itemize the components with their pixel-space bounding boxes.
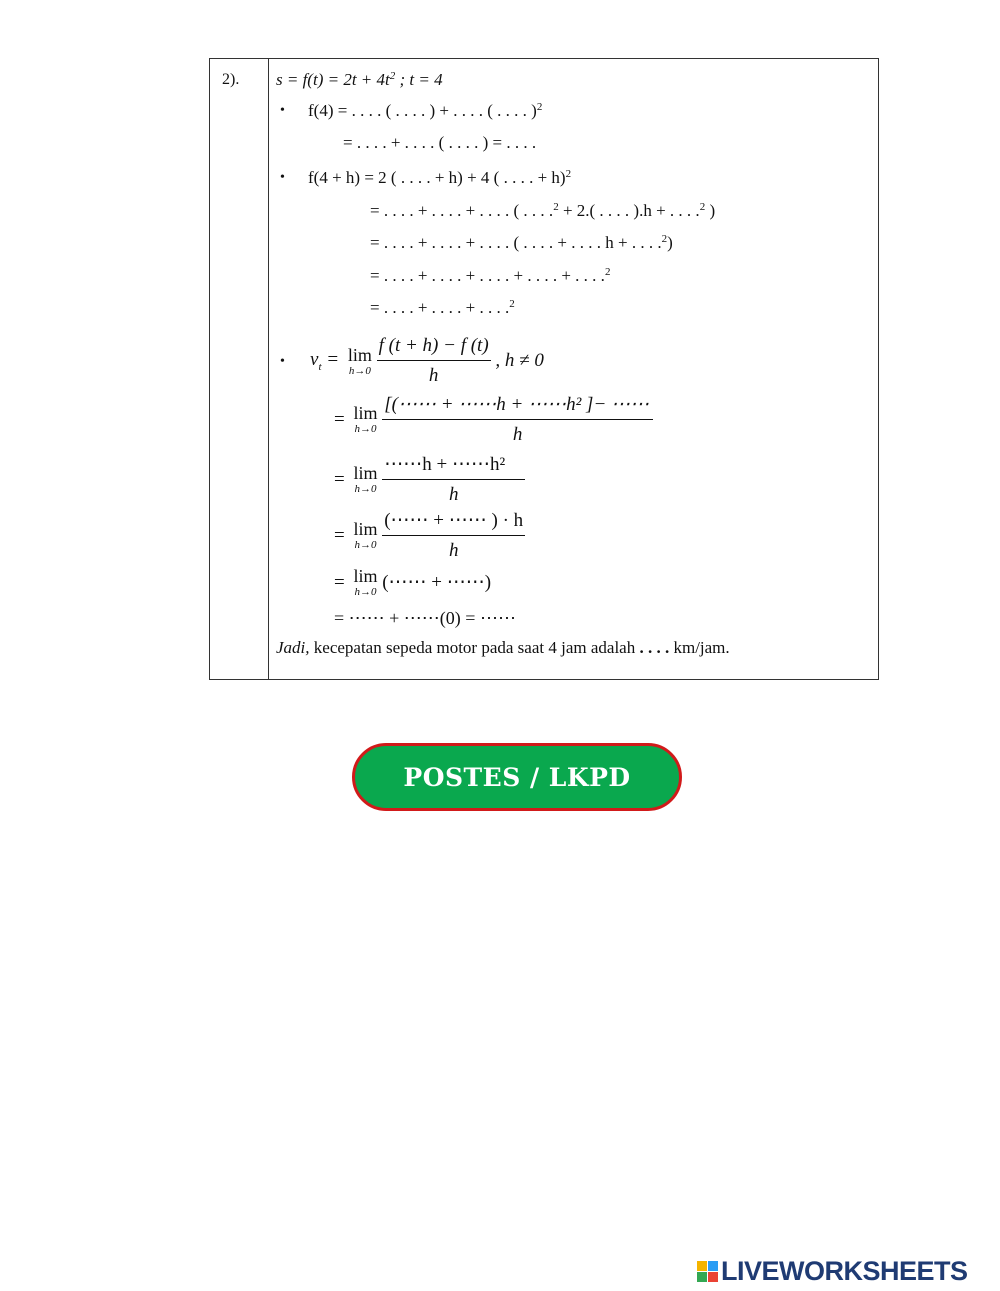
conclusion: Jadi, kecepatan sepeda motor pada saat 4 jam adalah . . . . km/jam. [276, 638, 730, 657]
postes-lkpd-button[interactable]: POSTES / LKPD [352, 743, 682, 811]
worksheet-table [209, 58, 879, 680]
f4h-line-5: = . . . . + . . . . + . . . .$^2$ [370, 298, 515, 317]
liveworksheets-logo: LIVEWORKSHEETS [697, 1256, 968, 1286]
bullet: • [280, 170, 285, 185]
problem-number: 2). [222, 71, 240, 88]
liveworksheets-logo-icon [697, 1261, 718, 1282]
limit-step-1: = lim h→0 $\frac{\text{[(⋯⋯ + ⋯⋯h + ⋯⋯h² ]− ⋯⋯}}{h}$ [334, 393, 653, 446]
f4h-line-3: = . . . . + . . . . + . . . . ( . . . . + . . . . h + . . . .$^2$) [370, 233, 673, 252]
f4-line-2: = . . . . + . . . . ( . . . . ) = . . . . [343, 133, 537, 152]
f4h-line-1: f(4 + h) = 2 ( . . . . + h) + 4 ( . . . . + h)$^2$ [308, 168, 572, 187]
given-function: $s = f(t) = 2t + 4t^2$ ; t = 4 [276, 70, 443, 89]
limit-step-5: = ⋯⋯ + ⋯⋯(0) = ⋯⋯ [334, 608, 516, 628]
velocity-definition: $v_t$ = lim h→0 $\frac{f (t + h) - f (t)}{h}$ , h ≠ 0 [310, 335, 544, 386]
solution-column [268, 59, 878, 679]
limit-step-4: = lim h→0 (⋯⋯ + ⋯⋯) [334, 566, 492, 598]
bullet: • [280, 354, 285, 369]
f4h-line-2: = . . . . + . . . . + . . . . ( . . . .$^2$ + 2.( . . . . ).h + . . . .$^2$ ) [370, 201, 716, 220]
bullet: • [280, 103, 285, 118]
limit-step-2: = lim h→0 $\frac{\text{⋯⋯h + ⋯⋯h²}}{h}$ [334, 453, 525, 506]
number-column [210, 59, 269, 679]
limit-step-3: = lim h→0 $\frac{(\cdots\cdots + \cdots\cdots ) \cdot h}{h}$ [334, 510, 524, 561]
f4-line-1: f(4) = . . . . ( . . . . ) + . . . . ( . . . . )$^2$ [308, 101, 543, 120]
f4h-line-4: = . . . . + . . . . + . . . . + . . . . + . . . .$^2$ [370, 266, 611, 285]
